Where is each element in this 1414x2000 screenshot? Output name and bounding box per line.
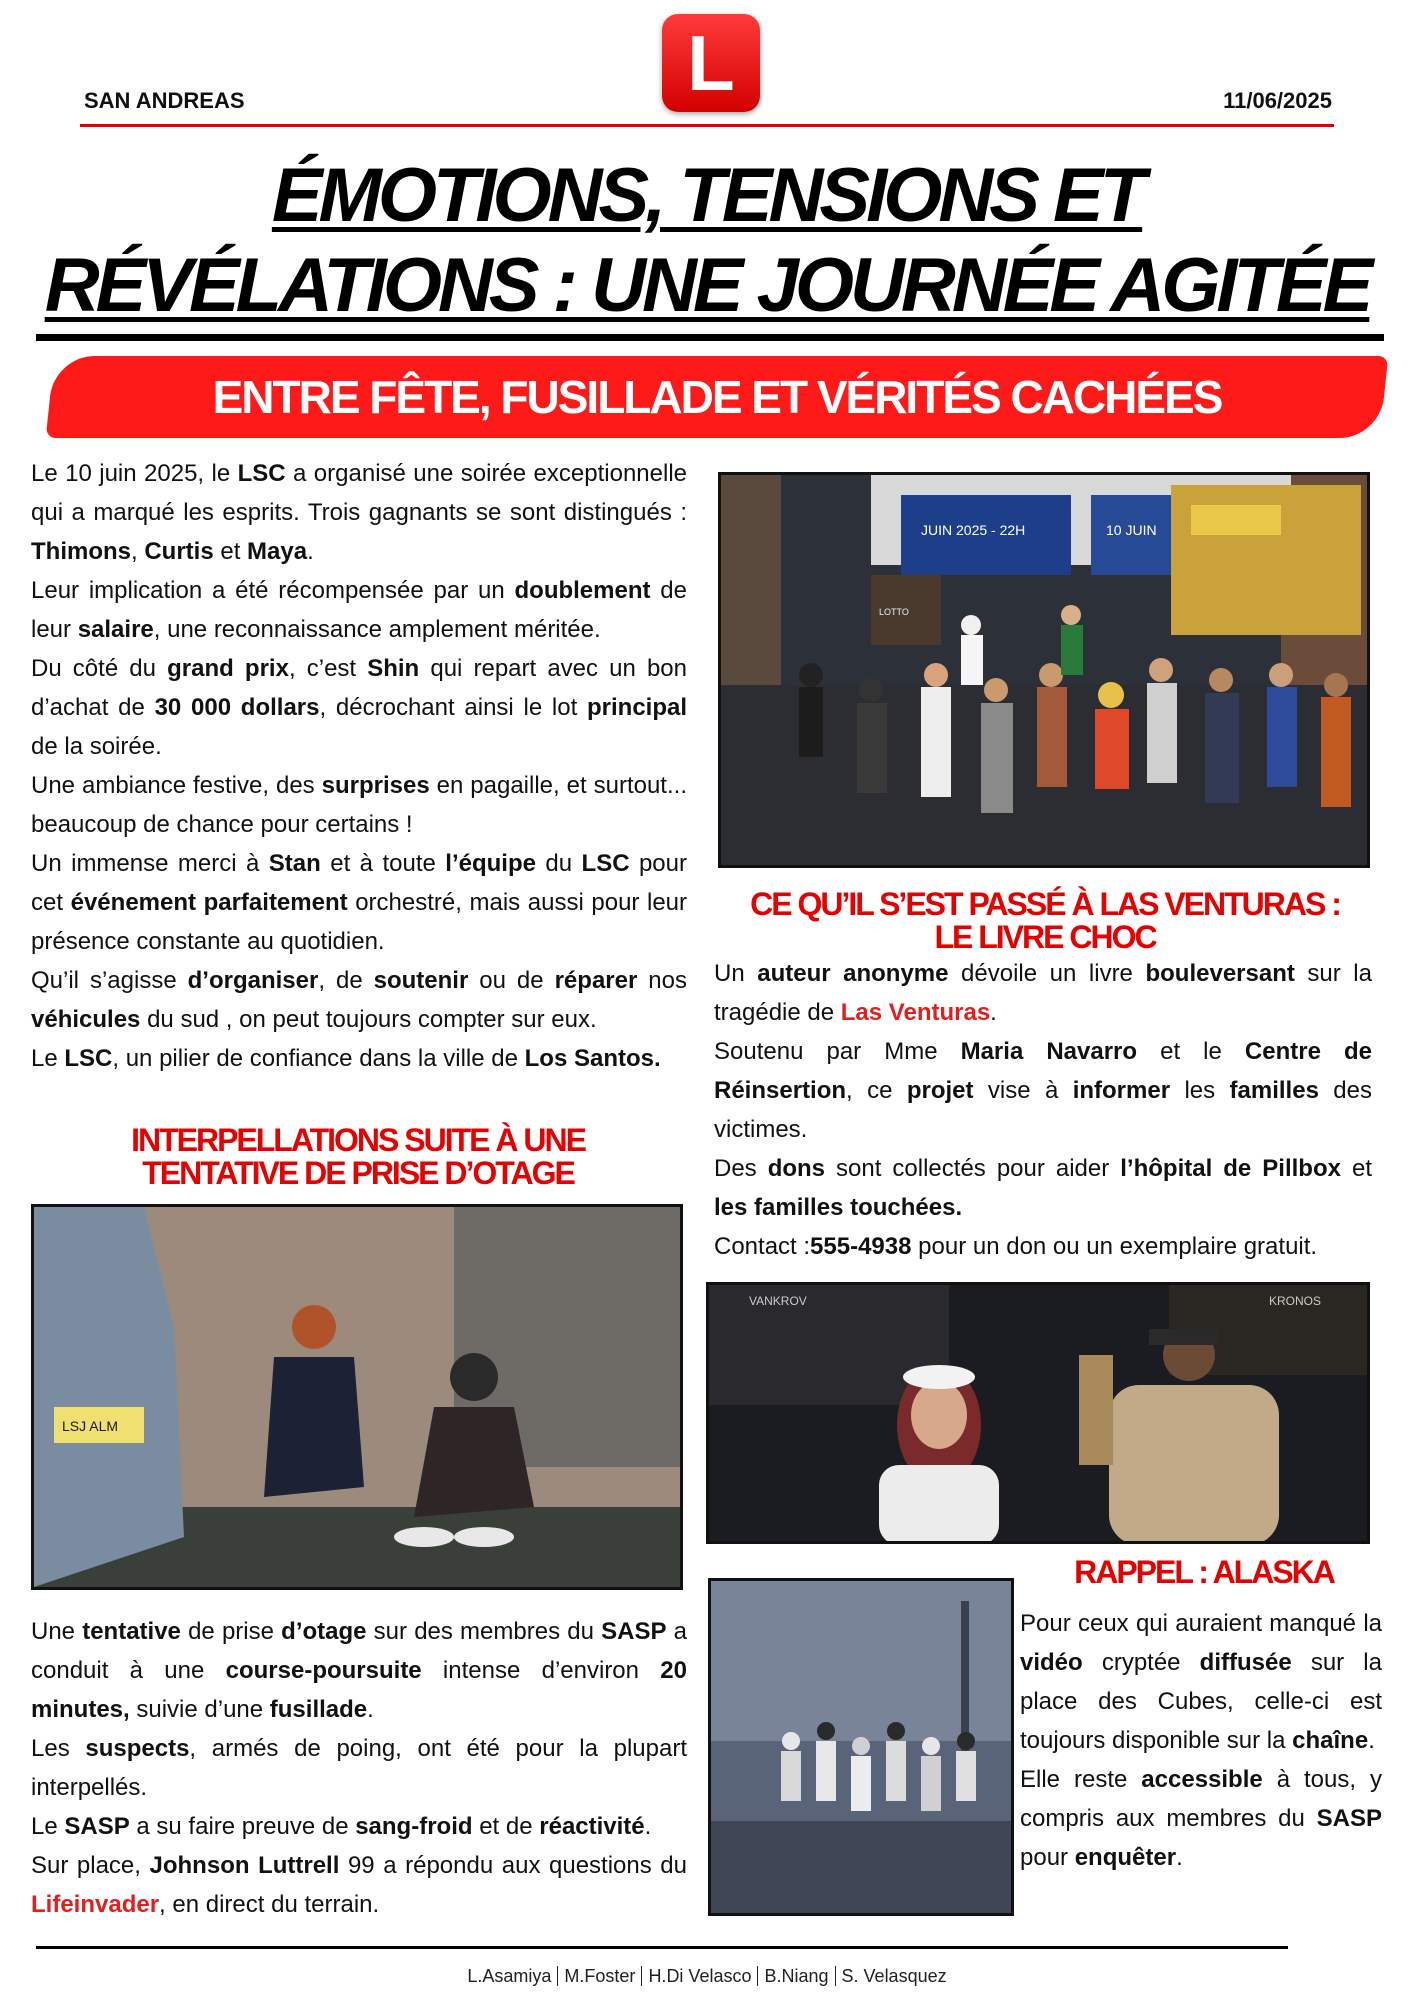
arrest-heading-line-1: INTERPELLATIONS SUITE À UNE [131, 1122, 585, 1158]
logo-letter: L [687, 19, 735, 107]
arrest-paragraph-1: Une tentative de prise d’otage sur des membres du SASP a conduit à une course-poursuite intense d’environ 20 minutes, suivie d’une fusillade. [31, 1618, 688, 1723]
footer-credits [0, 1966, 1414, 1987]
headline-line-1: ÉMOTIONS, TENSIONS ET [271, 153, 1143, 238]
header-location: SAN ANDREAS [84, 88, 245, 113]
credit-author: S. Velasquez [841, 1966, 947, 1986]
book-heading [700, 888, 1390, 954]
book-sign-left: VANKROV [749, 1294, 807, 1308]
book-paragraph-2: Soutenu par Mme Maria Navarro et le Centre de Réinsertion, ce projet vise à informer les familles des victimes. [714, 1038, 1373, 1143]
arrest-article [31, 1612, 687, 1924]
arrest-paragraph-3: Le SASP a su faire preuve de sang-froid et de réactivité. [31, 1813, 652, 1840]
headline-divider [36, 334, 1384, 341]
headline-line-2: RÉVÉLATIONS : UNE JOURNÉE AGITÉE [44, 243, 1370, 328]
book-paragraph-1: Un auteur anonyme dévoile un livre bouleversant sur la tragédie de Las Venturas. [714, 960, 1372, 1026]
party-sign-left: JUIN 2025 - 22H [921, 522, 1026, 538]
book-sign-right: KRONOS [1269, 1294, 1322, 1308]
book-heading-line-2: LE LIVRE CHOC [934, 919, 1156, 955]
newspaper-logo [662, 14, 760, 112]
arrest-paragraph-4: Sur place, Johnson Luttrell 99 a répondu aux questions du Lifeinvader, en direct du terrain. [31, 1852, 687, 1918]
lsc-paragraph-6: Qu’il s’agisse d’organiser, de soutenir ou de réparer nos véhicules du sud , on peut toujours compter sur eux. [31, 967, 687, 1033]
lsc-article [31, 454, 687, 1078]
book-paragraph-3: Des dons sont collectés pour aider l’hôpital de Pillbox et les familles touchées. [714, 1155, 1372, 1221]
alaska-paragraph-1: Pour ceux qui auraient manqué la vidéo cryptée diffusée sur la place des Cubes, celle-ci est toujours disponible sur la chaîne. [1020, 1610, 1382, 1754]
arrest-photo [31, 1204, 683, 1590]
book-paragraph-4: Contact :555-4938 pour un don ou un exemplaire gratuit. [714, 1233, 1318, 1260]
party-booth-label: LOTTO [879, 607, 909, 617]
alaska-article [1020, 1604, 1382, 1877]
alaska-scene [711, 1581, 1011, 1913]
book-scene [709, 1285, 1367, 1541]
lsc-paragraph-4: Une ambiance festive, des surprises en pagaille, et surtout... beaucoup de chance pour certains ! [31, 772, 687, 838]
lsc-paragraph-3: Du côté du grand prix, c’est Shin qui repart avec un bon d’achat de 30 000 dollars, décrochant ainsi le lot principal de la soirée. [31, 655, 688, 760]
credit-author: H.Di Velasco [648, 1966, 752, 1986]
credit-author: B.Niang [764, 1966, 829, 1986]
lsc-paragraph-5: Un immense merci à Stan et à toute l’équipe du LSC pour cet événement parfaitement orchestré, mais aussi pour leur présence constante au quotidien. [31, 850, 688, 955]
alaska-paragraph-2: Elle reste accessible à tous, y compris aux membres du SASP pour enquêter. [1020, 1766, 1382, 1871]
header-divider [80, 124, 1334, 127]
party-scene [721, 475, 1367, 865]
arrest-paragraph-2: Les suspects, armés de poing, ont été pour la plupart interpellés. [31, 1735, 687, 1801]
party-sign-right: 10 JUIN [1106, 522, 1157, 538]
book-photo [706, 1282, 1370, 1544]
lsc-paragraph-2: Leur implication a été récompensée par un doublement de leur salaire, une reconnaissance amplement méritée. [31, 577, 687, 643]
subtitle-text: ENTRE FÊTE, FUSILLADE ET VÉRITÉS CACHÉES [212, 371, 1222, 423]
credit-author: L.Asamiya [467, 1966, 552, 1986]
footer-divider [36, 1946, 1288, 1949]
arrest-heading [30, 1124, 686, 1190]
book-article [714, 954, 1372, 1266]
arrest-heading-line-2: TENTATIVE DE PRISE D’OTAGE [142, 1155, 574, 1191]
alaska-heading: RAPPEL : ALASKA [1074, 1554, 1334, 1590]
lsc-paragraph-7: Le LSC, un pilier de confiance dans la ville de Los Santos. [31, 1045, 661, 1072]
alaska-photo [708, 1578, 1014, 1916]
party-photo [718, 472, 1370, 868]
arrest-plate: LSJ ALM [62, 1418, 119, 1434]
header-date: 11/06/2025 [1223, 88, 1332, 113]
credit-author: M.Foster [564, 1966, 636, 1986]
arrest-scene [34, 1207, 680, 1587]
lsc-paragraph-1: Le 10 juin 2025, le LSC a organisé une soirée exceptionnelle qui a marqué les esprits. Trois gagnants se sont distingués : Thimons, Curtis et Maya. [31, 460, 687, 565]
book-heading-line-1: CE QU’IL S’EST PASSÉ À LAS VENTURAS : [750, 886, 1340, 922]
